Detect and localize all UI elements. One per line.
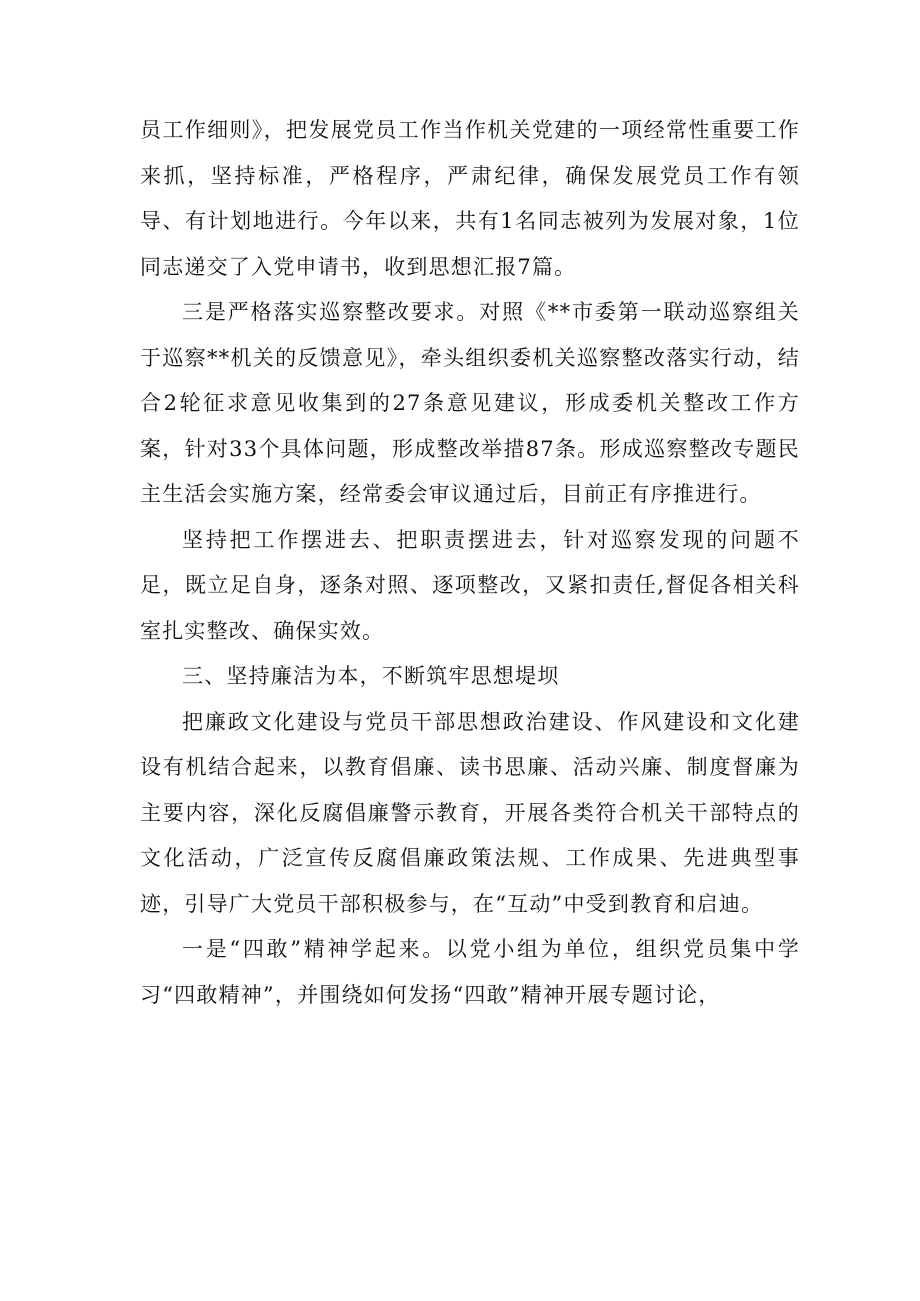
paragraph-four-dares-spirit: 一是“四敢”精神学起来。以党小组为单位，组织党员集中学习“四敢精神”，并围绕如何发扬“四敢”精神开展专题讨论， <box>140 937 800 1007</box>
paragraph-party-member-development: 员工作细则》，把发展党员工作当作机关党建的一项经常性重要工作来抓，坚持标准，严格程序，严肃纪律，确保发展党员工作有领导、有计划地进行。今年以来，共有1名同志被列为发展对象，1位同志递交了入党申请书，收到思想汇报7篇。 <box>140 118 800 279</box>
document-body <box>140 108 800 1018</box>
paragraph-inspection-rectification: 三是严格落实巡察整改要求。对照《**市委第一联动巡察组关于巡察**机关的反馈意见》，牵头组织委机关巡察整改落实行动，结合2轮征求意见收集到的27条意见建议，形成委机关整改工作方案，针对33个具体问题，形成整改举措87条。形成巡察整改专题民主生活会实施方案，经常委会审议通过后，目前正有序推进行。 <box>140 300 800 506</box>
paragraph-responsibility: 坚持把工作摆进去、把职责摆进去，针对巡察发现的问题不足，既立足自身，逐条对照、逐项整改，又紧扣责任,督促各相关科室扎实整改、确保实效。 <box>140 527 800 643</box>
paragraph-clean-culture: 把廉政文化建设与党员干部思想政治建设、作风建设和文化建设有机结合起来，以教育倡廉、读书思廉、活动兴廉、制度督廉为主要内容，深化反腐倡廉警示教育，开展各类符合机关干部特点的文化活动，广泛宣传反腐倡廉政策法规、工作成果、先进典型事迹，引导广大党员干部积极参与，在“互动”中受到教育和启迪。 <box>140 709 800 916</box>
section-heading-integrity: 三、坚持廉洁为本，不断筑牢思想堤坝 <box>182 664 560 688</box>
